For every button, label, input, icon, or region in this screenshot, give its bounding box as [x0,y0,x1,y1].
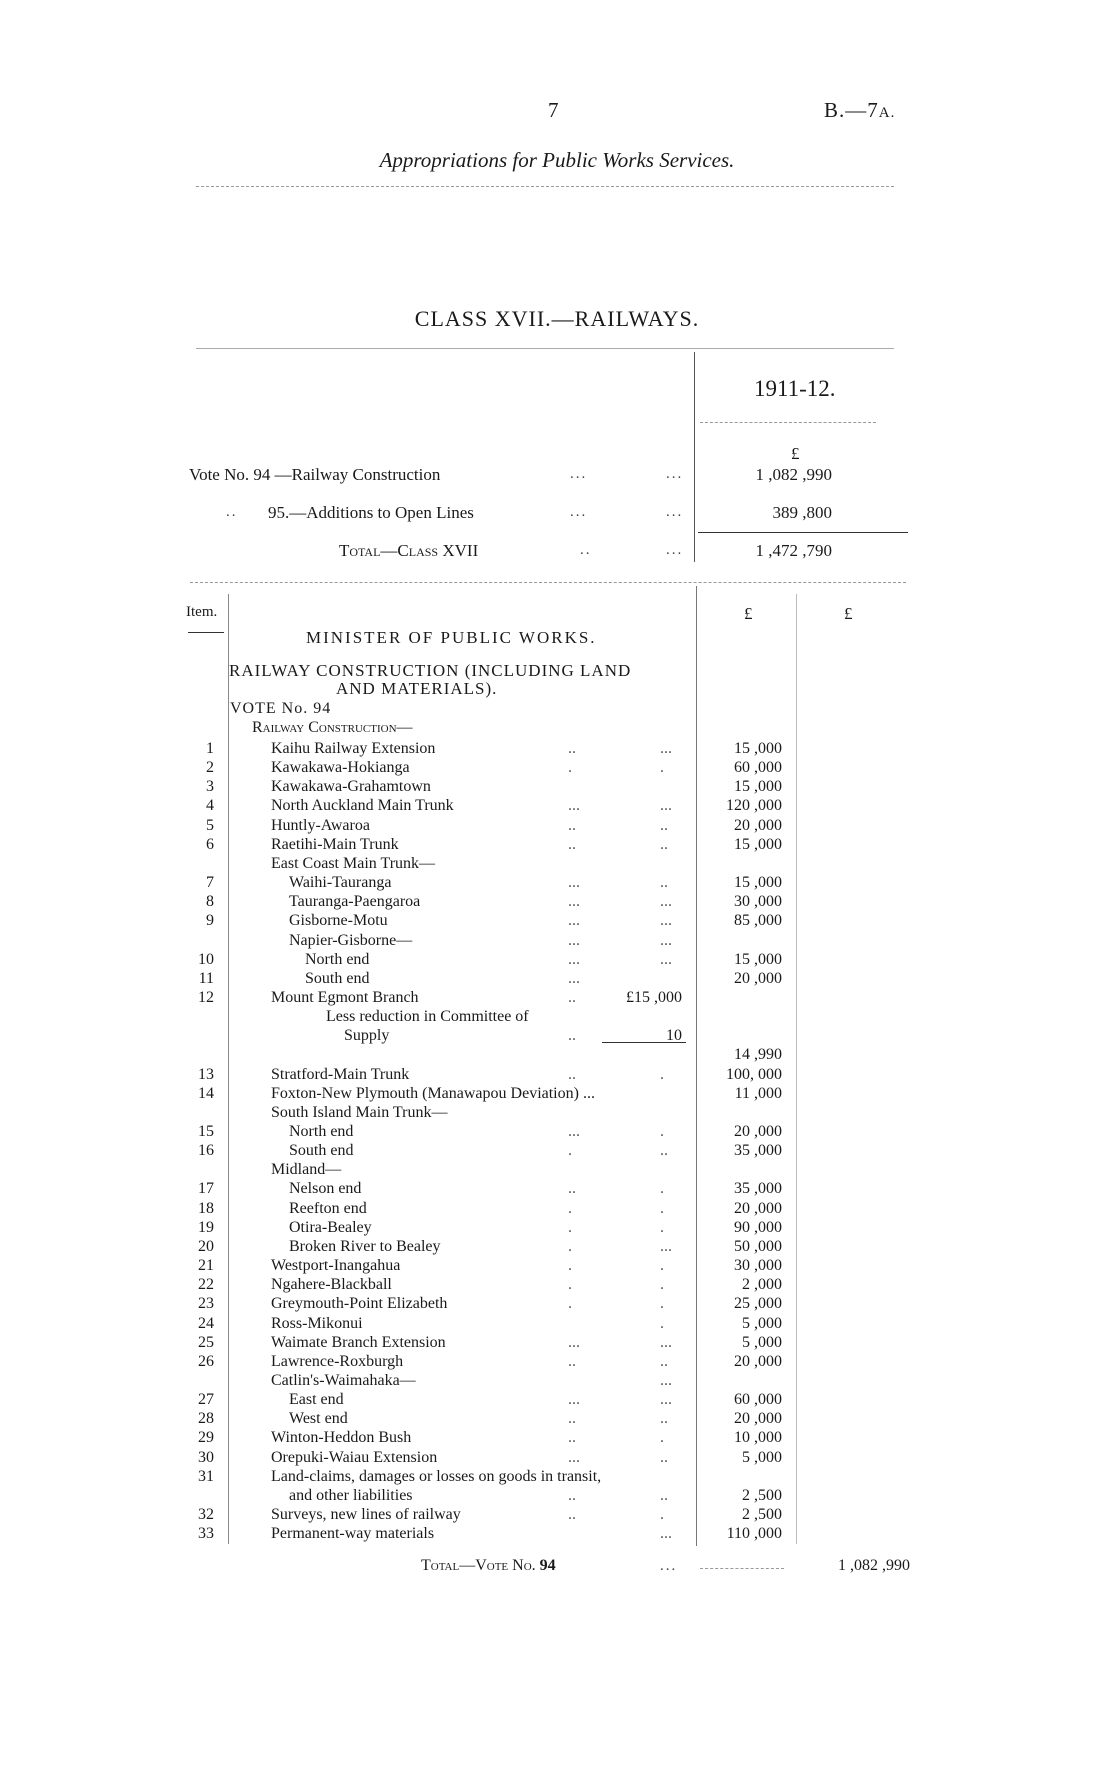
item-description: Waihi-Tauranga [289,874,392,891]
leader-dots: ... [568,1123,580,1140]
table-row [0,778,1114,797]
leader-dots: ... [660,932,672,949]
leader-dots: ... [568,874,580,891]
subtotal-rule [602,1042,686,1043]
table-row [0,1276,1114,1295]
summary-total-label: Total—Class XVII [339,541,479,560]
summary-amount-vote-95: 389 ,800 [772,503,832,522]
item-number: 30 [198,1449,214,1466]
table-row [0,1525,1114,1544]
item-amount: 60 ,000 [734,759,782,776]
leader-dots: .. [660,1410,668,1427]
item-description: Kawakawa-Hokianga [271,759,410,776]
item-description: Stratford-Main Trunk [271,1066,410,1083]
item-description: Supply [344,1027,390,1044]
table-row [0,1142,1114,1161]
leader-dots: ... [568,912,580,929]
table-row [0,874,1114,893]
leader-dots: . [568,1295,572,1312]
leader-dots: . [660,1429,664,1446]
leader-dots: .. [568,1429,576,1446]
table-row [0,1200,1114,1219]
leader-dots: .. [660,1487,668,1504]
total-vote-94-amount: 1 ,082 ,990 [838,1557,910,1574]
column-two-currency: £ [844,604,853,623]
leader-dots: .. [660,874,668,891]
table-row [0,1372,1114,1391]
leader-dots: . [568,1219,572,1236]
table-row [0,1410,1114,1429]
summary-dots: ... [570,466,588,482]
table-row [0,759,1114,778]
item-amount: 5 ,000 [742,1449,782,1466]
table-row [0,1008,1114,1027]
summary-row-vote-95: 95.—Additions to Open Lines [268,503,474,522]
item-amount: 11 ,000 [734,1085,782,1102]
item-number: 16 [198,1142,214,1159]
summary-dots: ... [666,542,684,558]
item-column-header: Item. [186,604,218,620]
item-number: 24 [198,1315,214,1332]
item-description: Orepuki-Waiau Extension [271,1449,438,1466]
summary-dots: ... [666,504,684,520]
item-amount: 100, 000 [726,1066,782,1083]
leader-dots: . [568,1276,572,1293]
table-row [0,893,1114,912]
leader-dots: ... [660,1525,672,1542]
running-title: Appropriations for Public Works Services. [379,148,735,172]
item-amount: 10 ,000 [734,1429,782,1446]
item-amount: 30 ,000 [734,893,782,910]
item-description: Permanent-way materials [271,1525,435,1542]
table-row [0,989,1114,1008]
leader-dots: ... [660,740,672,757]
item-description: Less reduction in Committee of [326,1008,529,1025]
leader-dots: ... [660,893,672,910]
item-amount: 120 ,000 [726,797,782,814]
item-number: 7 [206,874,214,891]
leader-dots: .. [568,817,576,834]
sub-amount: 10 [666,1027,682,1044]
table-row [0,740,1114,759]
leader-dots: .. [660,1142,668,1159]
table-row [0,951,1114,970]
leader-dots: .. [568,1353,576,1370]
summary-row-vote-94: Vote No. 94 —Railway Construction [189,465,441,484]
leader-dots: ... [660,912,672,929]
item-number: 32 [198,1506,214,1523]
summary-dots: .. [580,542,592,558]
leader-dots: ... [660,951,672,968]
leader-dots: . [568,1238,572,1255]
summary-dots: ... [666,466,684,482]
item-description: Nelson end [289,1180,362,1197]
item-number: 9 [206,912,214,929]
leader-dots: ... [568,1449,580,1466]
item-amount: 2 ,500 [742,1487,782,1504]
summary-amount-total: 1 ,472 ,790 [755,541,832,560]
item-number: 2 [206,759,214,776]
table-row [0,1238,1114,1257]
item-number: 20 [198,1238,214,1255]
item-description: Kawakawa-Grahamtown [271,778,431,795]
item-number: 10 [198,951,214,968]
leader-dots: ... [568,951,580,968]
item-amount: 5 ,000 [742,1334,782,1351]
item-description: Lawrence-Roxburgh [271,1353,404,1370]
item-description: Gisborne-Motu [289,912,388,929]
item-number: 18 [198,1200,214,1217]
leader-dots: . [660,1506,664,1523]
leader-dots: . [660,759,664,776]
item-description: Ngahere-Blackball [271,1276,392,1293]
class-title: CLASS XVII.—RAILWAYS. [414,306,700,331]
leader-dots: .. [660,1449,668,1466]
leader-dots: .. [660,817,668,834]
item-amount: 20 ,000 [734,817,782,834]
item-amount: 110 ,000 [726,1525,782,1542]
item-number: 6 [206,836,214,853]
item-description: West end [289,1410,348,1427]
item-amount: 2 ,000 [742,1276,782,1293]
item-amount: 20 ,000 [734,1123,782,1140]
item-description: Ross-Mikonui [271,1315,363,1332]
item-description: Napier-Gisborne— [289,932,413,949]
leader-dots: .. [568,989,576,1006]
leader-dots: .. [568,1180,576,1197]
table-row [0,1180,1114,1199]
item-number: 12 [198,989,214,1006]
table-row [0,1219,1114,1238]
item-amount: 15 ,000 [734,778,782,795]
item-number: 14 [198,1085,214,1102]
leader-dots: . [568,1200,572,1217]
leader-dots: . [660,1315,664,1332]
item-number: 26 [198,1353,214,1370]
item-description: Reefton end [289,1200,367,1217]
leader-dots: ... [568,797,580,814]
item-header-rule [188,632,224,633]
table-row [0,817,1114,836]
leader-dots: ... [568,970,580,987]
leader-dots: .. [568,1410,576,1427]
leader-dots: . [660,1200,664,1217]
item-number: 3 [206,778,214,795]
leader-dots: ... [660,1391,672,1408]
leader-dots: . [660,1219,664,1236]
item-amount: 15 ,000 [734,951,782,968]
item-amount: 35 ,000 [734,1180,782,1197]
item-number: 15 [198,1123,214,1140]
item-amount: 60 ,000 [734,1391,782,1408]
table-row [0,1391,1114,1410]
summary-column-divider [694,352,695,562]
table-row [0,1468,1114,1487]
item-number: 4 [206,797,214,814]
item-number: 5 [206,817,214,834]
item-description: Catlin's-Waimahaka— [271,1372,416,1389]
table-row [0,1066,1114,1085]
item-number: 25 [198,1334,214,1351]
table-row [0,1315,1114,1334]
item-number: 8 [206,893,214,910]
leader-dots: .. [568,1506,576,1523]
table-row [0,1161,1114,1180]
leader-dots: . [568,1142,572,1159]
item-description: Greymouth-Point Elizabeth [271,1295,448,1312]
item-number: 27 [198,1391,214,1408]
item-number: 19 [198,1219,214,1236]
leader-dots: .. [568,1487,576,1504]
item-description: South end [289,1142,354,1159]
total-rule [700,1568,784,1569]
item-number: 31 [198,1468,214,1485]
item-number: 11 [198,970,214,987]
item-number: 28 [198,1410,214,1427]
table-row [0,855,1114,874]
leader-dots: . [568,1257,572,1274]
page-number: 7 [548,98,559,122]
item-amount: 25 ,000 [734,1295,782,1312]
item-number: 21 [198,1257,214,1274]
total-label: Total—Vote No. [421,1557,536,1574]
leader-dots: . [660,1276,664,1293]
leader-dots: . [660,1295,664,1312]
item-number: 1 [206,740,214,757]
leader-dots: .. [568,740,576,757]
leader-dots: ... [660,1372,672,1389]
item-amount: 30 ,000 [734,1257,782,1274]
item-description: Midland— [271,1161,342,1178]
class-rule [196,348,894,349]
item-amount: 20 ,000 [734,1353,782,1370]
item-description: North end [305,951,370,968]
item-description: Broken River to Bealey [289,1238,441,1255]
item-description: Land-claims, damages or losses on goods in transit, [271,1468,602,1485]
table-row [0,797,1114,816]
column-one-currency: £ [744,604,753,623]
item-amount: 15 ,000 [734,740,782,757]
leader-dots: ... [660,1238,672,1255]
item-number: 22 [198,1276,214,1293]
item-description: North Auckland Main Trunk [271,797,454,814]
table-row [0,1449,1114,1468]
leader-dots: . [660,1180,664,1197]
item-description: South Island Main Trunk— [271,1104,448,1121]
vote-heading: VOTE No. 94 [230,700,332,717]
leader-dots: . [568,759,572,776]
reference-main: B.—7 [824,98,879,122]
table-row [0,1046,1114,1065]
leader-dots: . [660,1123,664,1140]
table-row [0,912,1114,931]
table-row [0,970,1114,989]
ditto-mark: .. [226,504,238,520]
table-row [0,836,1114,855]
subhead-railway-construction: Railway Construction— [252,719,413,736]
item-number: 33 [198,1525,214,1542]
item-description: Mount Egmont Branch [271,989,419,1006]
item-number: 29 [198,1429,214,1446]
table-row [0,1353,1114,1372]
leader-dots: . [660,1257,664,1274]
item-amount: 15 ,000 [734,874,782,891]
item-amount: 14 ,990 [734,1046,782,1063]
item-description: East end [289,1391,344,1408]
fiscal-year: 1911-12. [754,376,836,401]
item-description: Kaihu Railway Extension [271,740,436,757]
item-description: Foxton-New Plymouth (Manawapou Deviation) ... [271,1085,595,1102]
item-description: and other liabilities [289,1487,413,1504]
table-top-rule [190,582,906,583]
table-row [0,1257,1114,1276]
item-description: South end [305,970,370,987]
table-row [0,1295,1114,1314]
item-number: 13 [198,1066,214,1083]
item-number: 23 [198,1295,214,1312]
item-description: Tauranga-Paengaroa [289,893,421,910]
year-rule [700,422,876,423]
leader-dots: .. [660,836,668,853]
leader-dots: .. [568,836,576,853]
table-row [0,1027,1114,1046]
section-heading-line-1: RAILWAY CONSTRUCTION (INCLUDING LAND [229,661,632,680]
item-number: 17 [198,1180,214,1197]
item-amount: 20 ,000 [734,1200,782,1217]
item-amount: 5 ,000 [742,1315,782,1332]
table-row [0,1104,1114,1123]
leader-dots: ... [568,893,580,910]
item-amount: 85 ,000 [734,912,782,929]
summary-currency: £ [791,444,800,463]
leader-dots: ... [568,1334,580,1351]
item-amount: 20 ,000 [734,1410,782,1427]
total-vote-number: 94 [539,1557,556,1574]
leader-dots: .. [660,1353,668,1370]
item-description: Otira-Bealey [289,1219,372,1236]
table-row [0,1123,1114,1142]
document-reference [824,98,895,123]
item-description: North end [289,1123,354,1140]
leader-dots: .. [568,1066,576,1083]
total-vote-94-label [421,1557,556,1575]
item-description: Surveys, new lines of railway [271,1506,461,1523]
item-description: East Coast Main Trunk— [271,855,436,872]
item-amount: 90 ,000 [734,1219,782,1236]
table-row [0,1334,1114,1353]
table-row [0,1085,1114,1104]
leader-dots: ... [660,1334,672,1351]
item-amount: 50 ,000 [734,1238,782,1255]
item-description: Raetihi-Main Trunk [271,836,399,853]
item-description: Huntly-Awaroa [271,817,370,834]
summary-amount-vote-94: 1 ,082 ,990 [755,465,832,484]
header-rule [196,186,894,187]
item-description: Winton-Heddon Bush [271,1429,412,1446]
leader-dots: .. [568,1027,576,1044]
item-amount: 2 ,500 [742,1506,782,1523]
total-dots: ... [660,1558,678,1574]
leader-dots: . [660,1066,664,1083]
table-row [0,1487,1114,1506]
item-description: Westport-Inangahua [271,1257,401,1274]
item-description: Waimate Branch Extension [271,1334,446,1351]
reference-suffix: A. [878,105,896,121]
item-amount: 15 ,000 [734,836,782,853]
item-amount: 35 ,000 [734,1142,782,1159]
leader-dots: ... [568,932,580,949]
table-row [0,932,1114,951]
table-row [0,1506,1114,1525]
table-row [0,1429,1114,1448]
section-heading-line-2: AND MATERIALS). [336,679,498,698]
item-amount: 20 ,000 [734,970,782,987]
minister-heading: MINISTER OF PUBLIC WORKS. [306,628,597,647]
leader-dots: ... [660,797,672,814]
summary-dots: ... [570,504,588,520]
leader-dots: ... [568,1391,580,1408]
summary-total-rule [698,532,908,533]
sub-amount: £15 ,000 [626,989,682,1006]
